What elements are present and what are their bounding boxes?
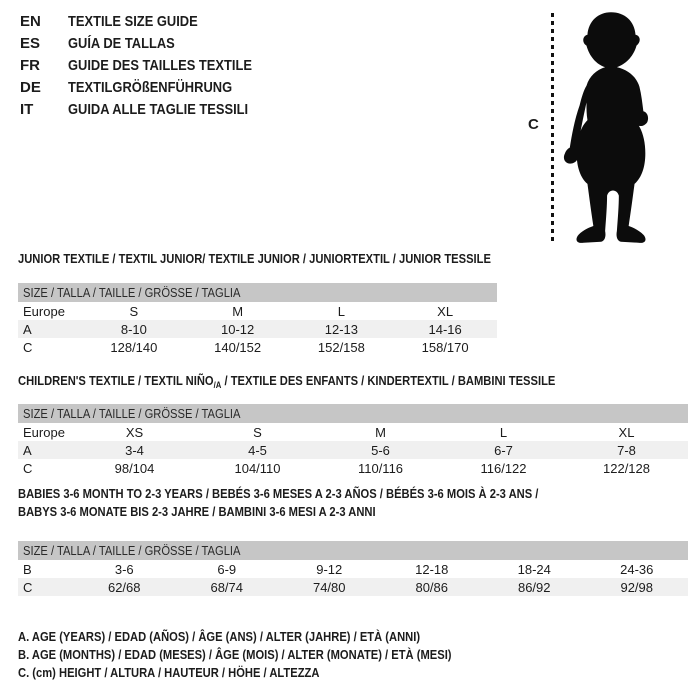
lang-title: TEXTILE SIZE GUIDE bbox=[68, 12, 198, 30]
babies-title-line1: BABIES 3-6 MONTH TO 2-3 YEARS / BEBÉS 3-6 MESES A 2-3 AÑOS / BÉBÉS 3-6 MOIS À 2-3 ANS / bbox=[18, 486, 539, 501]
size-cell: XL bbox=[618, 424, 635, 440]
row-label: C bbox=[23, 339, 33, 355]
size-cell: S bbox=[253, 424, 262, 440]
size-cell: S bbox=[129, 303, 139, 319]
height-cell: 68/74 bbox=[210, 579, 244, 595]
size-header-label: SIZE / TALLA / TAILLE / GRÖSSE / TAGLIA bbox=[23, 406, 241, 421]
height-cell: 74/80 bbox=[312, 579, 346, 595]
row-label: Europe bbox=[23, 424, 65, 440]
lang-title: GUIDA ALLE TAGLIE TESSILI bbox=[68, 100, 249, 118]
children-section-title bbox=[18, 372, 643, 394]
table-row-age bbox=[18, 441, 688, 459]
children-size-table bbox=[18, 404, 688, 477]
age-cell: 7-8 bbox=[617, 442, 636, 458]
table-row-europe bbox=[18, 302, 497, 320]
lang-code: IT bbox=[20, 100, 34, 118]
height-measure-label: C bbox=[528, 116, 539, 133]
language-list bbox=[20, 10, 282, 120]
size-header-label: SIZE / TALLA / TAILLE / GRÖSSE / TAGLIA bbox=[23, 543, 241, 558]
size-header-label: SIZE / TALLA / TAILLE / GRÖSSE / TAGLIA bbox=[23, 285, 241, 300]
footnote-c bbox=[18, 664, 522, 682]
months-cell: 24-36 bbox=[620, 561, 654, 577]
age-cell: 14-16 bbox=[428, 321, 462, 337]
height-cell: 62/68 bbox=[107, 579, 141, 595]
row-label: A bbox=[23, 442, 32, 458]
row-label: C bbox=[23, 579, 33, 595]
months-cell: 18-24 bbox=[517, 561, 551, 577]
height-cell: 86/92 bbox=[517, 579, 551, 595]
lang-code: FR bbox=[20, 56, 40, 74]
children-title-part2: / TEXTILE DES ENFANTS / KINDERTEXTIL / BAMBINI TESSILE bbox=[221, 373, 556, 388]
footnote-c-text: C. (cm) HEIGHT / ALTURA / HAUTEUR / HÖHE / ALTEZZA bbox=[18, 665, 320, 680]
table-row-age bbox=[18, 320, 497, 338]
age-cell: 6-7 bbox=[494, 442, 513, 458]
size-cell: L bbox=[499, 424, 508, 440]
row-label: Europe bbox=[23, 303, 65, 319]
height-cell: 110/116 bbox=[357, 460, 404, 476]
lang-row-es bbox=[20, 32, 282, 54]
footnote-a-text: A. AGE (YEARS) / EDAD (AÑOS) / ÂGE (ANS) / ALTER (JAHRE) / ETÀ (ANNI) bbox=[18, 629, 421, 644]
age-cell: 8-10 bbox=[120, 321, 147, 337]
size-cell: L bbox=[337, 303, 345, 319]
age-cell: 10-12 bbox=[221, 321, 255, 337]
children-title-text bbox=[18, 372, 555, 394]
lang-row-de bbox=[20, 76, 282, 98]
footnotes bbox=[18, 628, 522, 682]
height-measure-dashed-line bbox=[551, 13, 554, 243]
toddler-silhouette-icon bbox=[560, 8, 662, 246]
lang-code: DE bbox=[20, 78, 41, 96]
size-cell: M bbox=[232, 303, 244, 319]
height-cell: 140/152 bbox=[214, 339, 262, 355]
months-cell: 12-18 bbox=[415, 561, 449, 577]
table-row-height bbox=[18, 459, 688, 477]
size-cell: M bbox=[375, 424, 386, 440]
size-header-row bbox=[18, 283, 497, 302]
height-cell: 92/98 bbox=[620, 579, 654, 595]
lang-title: GUÍA DE TALLAS bbox=[68, 34, 175, 52]
age-cell: 3-4 bbox=[125, 442, 144, 458]
row-label: C bbox=[23, 460, 33, 476]
height-cell: 158/170 bbox=[421, 339, 469, 355]
lang-row-it bbox=[20, 98, 282, 120]
height-cell: 152/158 bbox=[317, 339, 365, 355]
junior-section-title bbox=[18, 250, 568, 268]
size-header-row bbox=[18, 404, 688, 423]
table-row-months bbox=[18, 560, 688, 578]
age-cell: 5-6 bbox=[371, 442, 390, 458]
height-cell: 104/110 bbox=[234, 460, 281, 476]
children-title-subscript: /A bbox=[213, 380, 222, 390]
footnote-b bbox=[18, 646, 522, 664]
size-cell: XS bbox=[125, 424, 144, 440]
height-cell: 128/140 bbox=[110, 339, 158, 355]
children-title-part1: CHILDREN'S TEXTILE / TEXTIL NIÑO bbox=[18, 373, 214, 388]
height-cell: 98/104 bbox=[114, 460, 155, 476]
table-row-height bbox=[18, 578, 688, 596]
junior-size-table bbox=[18, 283, 497, 356]
months-cell: 6-9 bbox=[217, 561, 237, 577]
footnote-a bbox=[18, 628, 522, 646]
lang-row-en bbox=[20, 10, 282, 32]
row-label: B bbox=[23, 561, 32, 577]
size-header-row bbox=[18, 541, 688, 560]
lang-code: ES bbox=[20, 34, 41, 52]
months-cell: 3-6 bbox=[114, 561, 134, 577]
age-cell: 12-13 bbox=[324, 321, 358, 337]
height-cell: 122/128 bbox=[603, 460, 650, 476]
babies-section-title bbox=[18, 485, 623, 521]
size-cell: XL bbox=[437, 303, 454, 319]
months-cell: 9-12 bbox=[316, 561, 343, 577]
lang-title: GUIDE DES TAILLES TEXTILE bbox=[68, 56, 252, 74]
lang-title: TEXTILGRÖßENFÜHRUNG bbox=[68, 78, 233, 96]
table-row-height bbox=[18, 338, 497, 356]
row-label: A bbox=[23, 321, 32, 337]
height-cell: 116/122 bbox=[480, 460, 527, 476]
age-cell: 4-5 bbox=[248, 442, 267, 458]
lang-code: EN bbox=[20, 12, 41, 30]
babies-size-table bbox=[18, 541, 688, 596]
footnote-b-text: B. AGE (MONTHS) / EDAD (MESES) / ÂGE (MOIS) / ALTER (MONATE) / ETÀ (MESI) bbox=[18, 647, 452, 662]
height-cell: 80/86 bbox=[415, 579, 449, 595]
table-row-europe bbox=[18, 423, 688, 441]
junior-title-text: JUNIOR TEXTILE / TEXTIL JUNIOR/ TEXTILE JUNIOR / JUNIORTEXTIL / JUNIOR TESSILE bbox=[18, 251, 491, 266]
babies-title-line2: BABYS 3-6 MONATE BIS 2-3 JAHRE / BAMBINI 3-6 MESI A 2-3 ANNI bbox=[18, 504, 376, 519]
lang-row-fr bbox=[20, 54, 282, 76]
